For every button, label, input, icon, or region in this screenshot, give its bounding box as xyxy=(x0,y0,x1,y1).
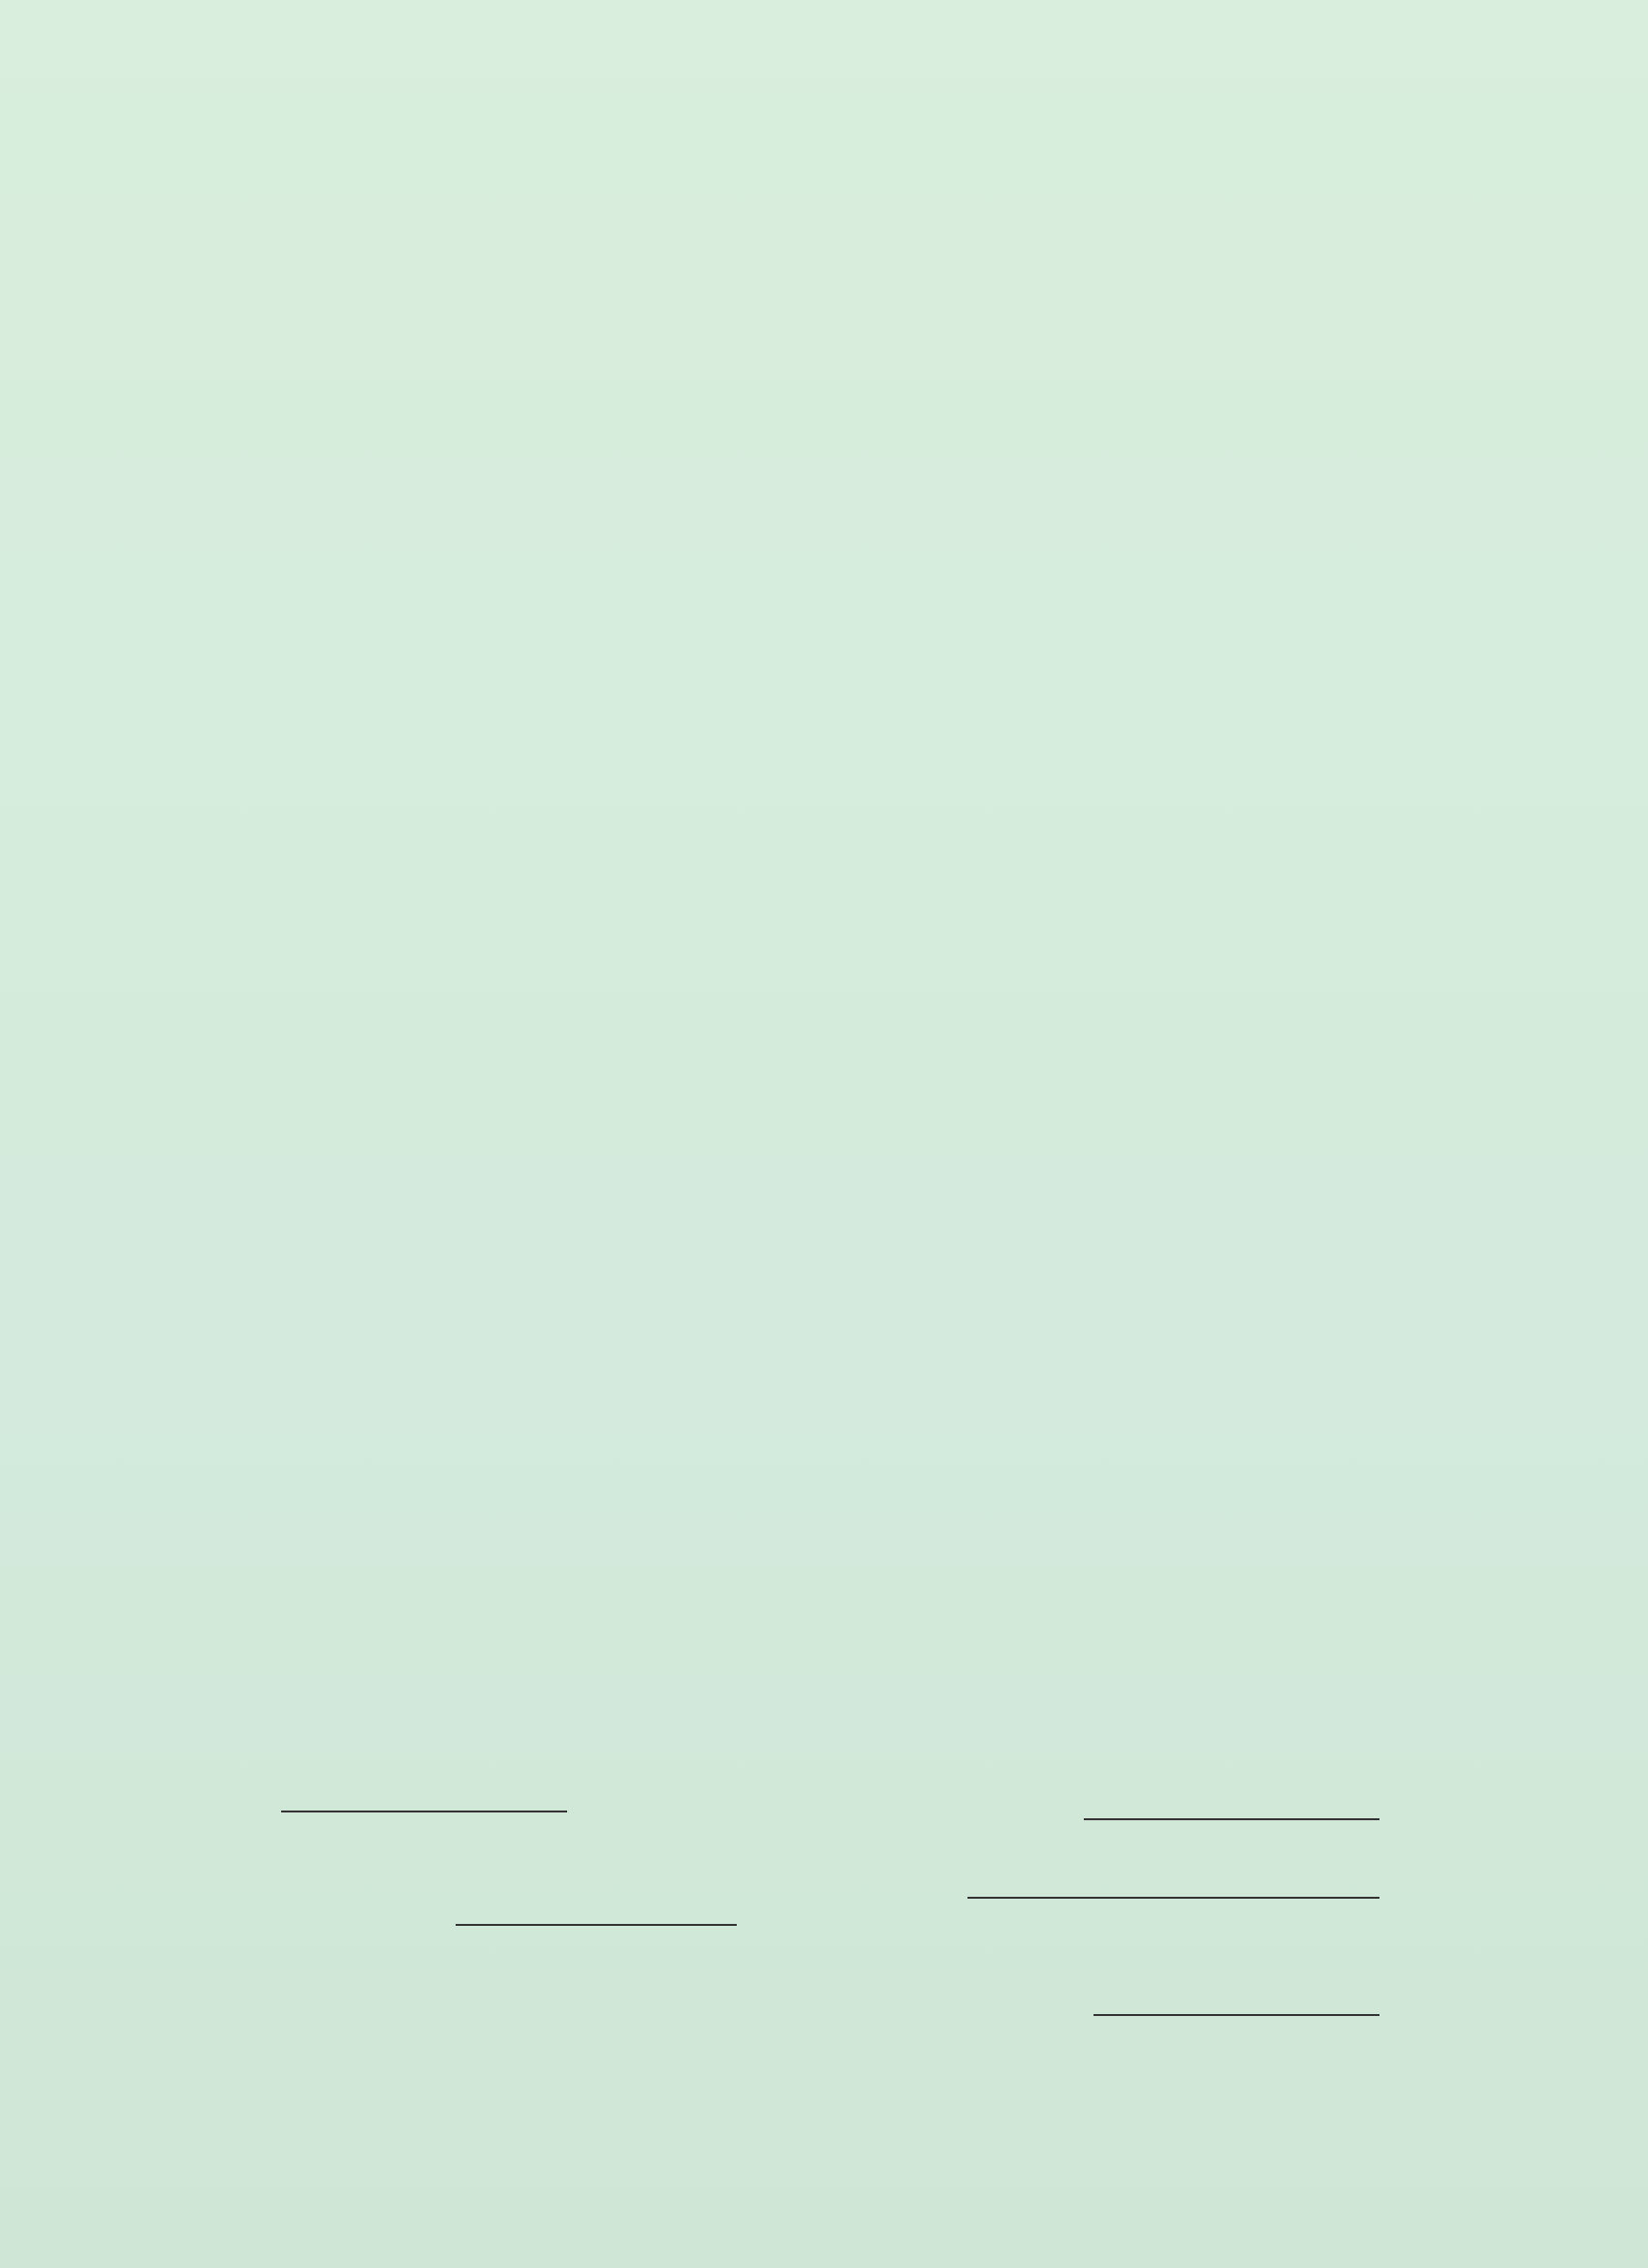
ledger-page-field[interactable] xyxy=(1084,1818,1379,1820)
account-no-field[interactable] xyxy=(967,1897,1379,1899)
work-order-field[interactable] xyxy=(456,1924,737,1926)
connection-no-field[interactable] xyxy=(1093,2014,1379,2016)
sanction-no-field[interactable] xyxy=(281,1811,567,1812)
